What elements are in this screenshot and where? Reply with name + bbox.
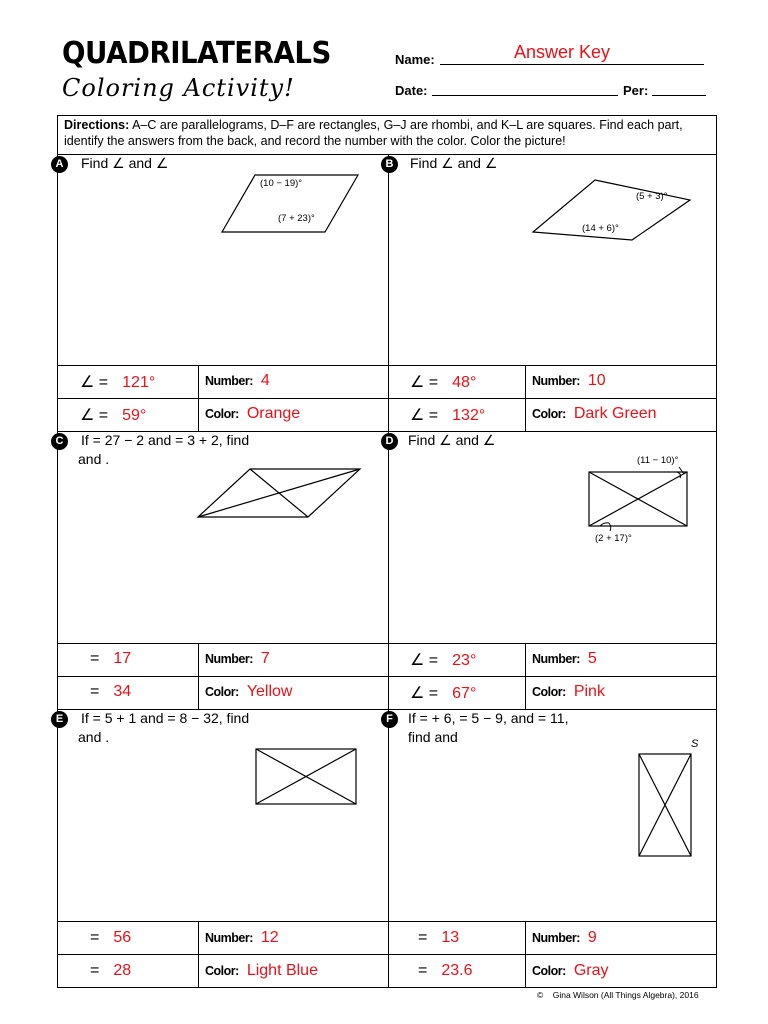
answer-value: 67° — [452, 685, 477, 702]
problem-f-prompt-line1: If = + 6, = 5 − 9, and = 11, — [408, 710, 569, 726]
number-label: Number: — [532, 374, 580, 388]
answer-value: 34 — [113, 683, 132, 700]
number-value: 7 — [260, 650, 270, 667]
problem-f-prompt-line2: find and — [408, 729, 458, 745]
equation: = — [90, 929, 100, 946]
equation: ∠ = — [80, 407, 109, 424]
number-value: 12 — [260, 929, 279, 946]
page-subtitle: Coloring Activity! — [62, 74, 295, 102]
problem-a-prompt: Find ∠ and ∠ — [81, 155, 169, 171]
problem-a-marker: A — [51, 156, 68, 173]
color-value: Dark Green — [573, 405, 657, 422]
problem-b-marker: B — [381, 156, 398, 173]
color-label: Color: — [205, 407, 239, 421]
problem-c-prompt-line1: If = 27 − 2 and = 3 + 2, find — [81, 432, 250, 448]
page-title: QUADRILATERALS — [62, 36, 331, 71]
problem-f-marker: F — [381, 711, 398, 728]
color-value: Orange — [246, 405, 301, 422]
number-label: Number: — [532, 652, 580, 666]
problem-a-label-2: (7 + 23)° — [278, 213, 315, 224]
date-label: Date: — [395, 83, 428, 98]
answer-value: 13 — [441, 929, 460, 946]
color-cell[interactable] — [532, 962, 608, 980]
color-label: Color: — [205, 685, 239, 699]
answer-value: 121° — [122, 374, 156, 391]
equation: = — [418, 929, 428, 946]
equation: = — [418, 962, 428, 979]
answer-value: 56 — [113, 929, 132, 946]
problem-a-label-1: (10 − 19)° — [260, 178, 303, 189]
directions-text: A–C are parallelograms, D–F are rectangles, G–J are rhombi, and K–L are squares. Find each part, identify the answers from the back, and record the number with the color. Color the picture! — [64, 118, 683, 148]
equation: ∠ = — [410, 374, 439, 391]
number-cell[interactable] — [532, 929, 597, 947]
answer-value: 23.6 — [441, 962, 473, 979]
number-value: 5 — [587, 650, 597, 667]
answer-value: 132° — [452, 407, 486, 424]
answer-value: 59° — [122, 407, 147, 424]
answer-value: 17 — [113, 650, 132, 667]
problem-b-prompt: Find ∠ and ∠ — [410, 155, 498, 171]
number-label: Number: — [205, 652, 253, 666]
equation: ∠ = — [410, 685, 439, 702]
equation: ∠ = — [410, 407, 439, 424]
problem-f-label-s: S — [691, 738, 699, 750]
problem-e-marker: E — [51, 711, 68, 728]
equation: ∠ = — [410, 652, 439, 669]
number-label: Number: — [205, 374, 253, 388]
problem-d-label-2: (2 + 17)° — [595, 533, 632, 544]
problem-e-prompt-line1: If = 5 + 1 and = 8 − 32, find — [81, 710, 250, 726]
answer-row[interactable] — [418, 929, 459, 947]
problem-b-label-2: (14 + 6)° — [582, 223, 619, 234]
equation: = — [90, 962, 100, 979]
name-label: Name: — [395, 52, 435, 67]
number-value: 10 — [587, 372, 606, 389]
color-value: Light Blue — [246, 962, 318, 979]
answer-value: 28 — [113, 962, 132, 979]
problem-d-prompt: Find ∠ and ∠ — [408, 432, 496, 448]
problem-c-marker: C — [51, 433, 68, 450]
number-value: 4 — [260, 372, 270, 389]
equation: = — [90, 683, 100, 700]
color-label: Color: — [532, 407, 566, 421]
per-label: Per: — [623, 83, 649, 98]
number-label: Number: — [205, 931, 253, 945]
color-label: Color: — [532, 964, 566, 978]
problem-b-label-1: (5 + 3)° — [636, 191, 668, 202]
footer-credit-text: Gina Wilson (All Things Algebra), 2016 — [552, 990, 699, 1000]
directions-label: Directions: — [64, 118, 130, 132]
problem-e-prompt-line2: and . — [78, 729, 110, 745]
footer-credit — [537, 990, 699, 1000]
problem-d-label-1: (11 − 10)° — [637, 455, 679, 466]
number-label: Number: — [532, 931, 580, 945]
problem-d-marker: D — [381, 433, 398, 450]
name-value: Answer Key — [514, 42, 611, 62]
color-value: Pink — [573, 683, 605, 700]
color-value: Gray — [573, 962, 609, 979]
equation: = — [90, 650, 100, 667]
problem-c-prompt-line2: and . — [78, 451, 110, 467]
answer-value: 48° — [452, 374, 477, 391]
color-label: Color: — [205, 964, 239, 978]
answer-value: 23° — [452, 652, 477, 669]
copyright-icon: © — [537, 990, 544, 1000]
equation: ∠ = — [80, 374, 109, 391]
answer-row[interactable] — [418, 962, 472, 980]
color-label: Color: — [532, 685, 566, 699]
number-value: 9 — [587, 929, 597, 946]
color-value: Yellow — [246, 683, 293, 700]
